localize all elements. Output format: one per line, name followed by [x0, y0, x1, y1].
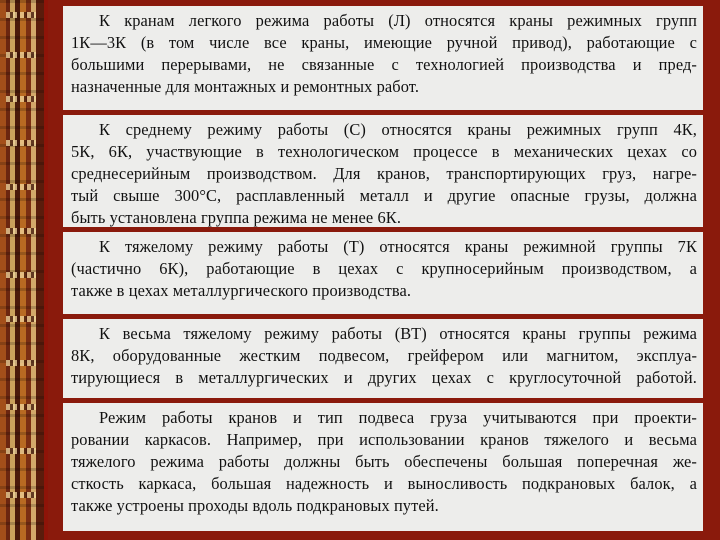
stripe-pattern — [6, 12, 36, 18]
text-line: 5К, 6К, участвующие в технологическом процессе в механических цехах со — [71, 142, 697, 161]
text-line: 1К—3К (в том числе все краны, имеющие ручной привод), работающие с — [71, 33, 697, 52]
stripe-pattern — [6, 448, 36, 454]
text-line: 8К, оборудованные жестким подвесом, грейфером или магнитом, эксплуа- — [71, 346, 697, 365]
text-line: К тяжелому режиму работы (Т) относятся краны режимной группы 7К — [99, 237, 697, 256]
decorative-side-stripe — [0, 0, 44, 540]
paragraph-heavy-duty — [63, 232, 703, 314]
text-line: Режим работы кранов и тип подвеса груза учитываются при проекти- — [99, 408, 697, 427]
stripe-pattern — [6, 96, 36, 102]
text-line: тирующиеся в металлургических и других цехах с круглосуточной работой. — [71, 368, 697, 387]
stripe-pattern — [6, 404, 36, 410]
text-line: среднесерийным производством. Для кранов, транспортирующих груз, нагре- — [71, 164, 697, 183]
text-line: К среднему режиму работы (С) относятся краны режимных групп 4К, — [99, 120, 697, 139]
stripe-pattern — [6, 52, 36, 58]
text-line: назначенные для монтажных и ремонтных работ. — [71, 77, 420, 96]
text-line: также устроены проходы вдоль подкрановых путей. — [71, 496, 439, 515]
stripe-pattern — [6, 140, 36, 146]
paragraph-very-heavy-duty — [63, 319, 703, 398]
text-line: (частично 6К), работающие в цехах с крупносерийным производством, а — [71, 259, 697, 278]
stripe-pattern — [6, 184, 36, 190]
text-line: ровании каркасов. Например, при использовании кранов тяжелого и весьма — [71, 430, 697, 449]
paragraph-medium-duty — [63, 115, 703, 227]
paragraph-frame-design — [63, 403, 703, 531]
stripe-pattern — [6, 272, 36, 278]
stripe-pattern — [6, 492, 36, 498]
text-line: также в цехах металлургического производства. — [71, 281, 412, 300]
stripe-pattern — [6, 360, 36, 366]
text-line: быть установлена группа режима не менее 6К. — [71, 208, 402, 227]
stripe-pattern — [6, 228, 36, 234]
paragraph-light-duty — [63, 6, 703, 110]
stripe-pattern — [6, 316, 36, 322]
text-line: сткость каркаса, большая надежность и выносливость подкрановых балок, а — [71, 474, 697, 493]
text-line: большими перерывами, не связанные с технологией производства и пред- — [71, 55, 697, 74]
text-line: тяжелого режима работы должны быть обеспечены большая поперечная же- — [71, 452, 697, 471]
text-line: К кранам легкого режима работы (Л) относятся краны режимных групп — [99, 11, 697, 30]
text-line: К весьма тяжелому режиму работы (ВТ) относятся краны группы режима — [99, 324, 697, 343]
text-line: тый свыше 300°С, расплавленный металл и другие опасные грузы, должна — [71, 186, 697, 205]
